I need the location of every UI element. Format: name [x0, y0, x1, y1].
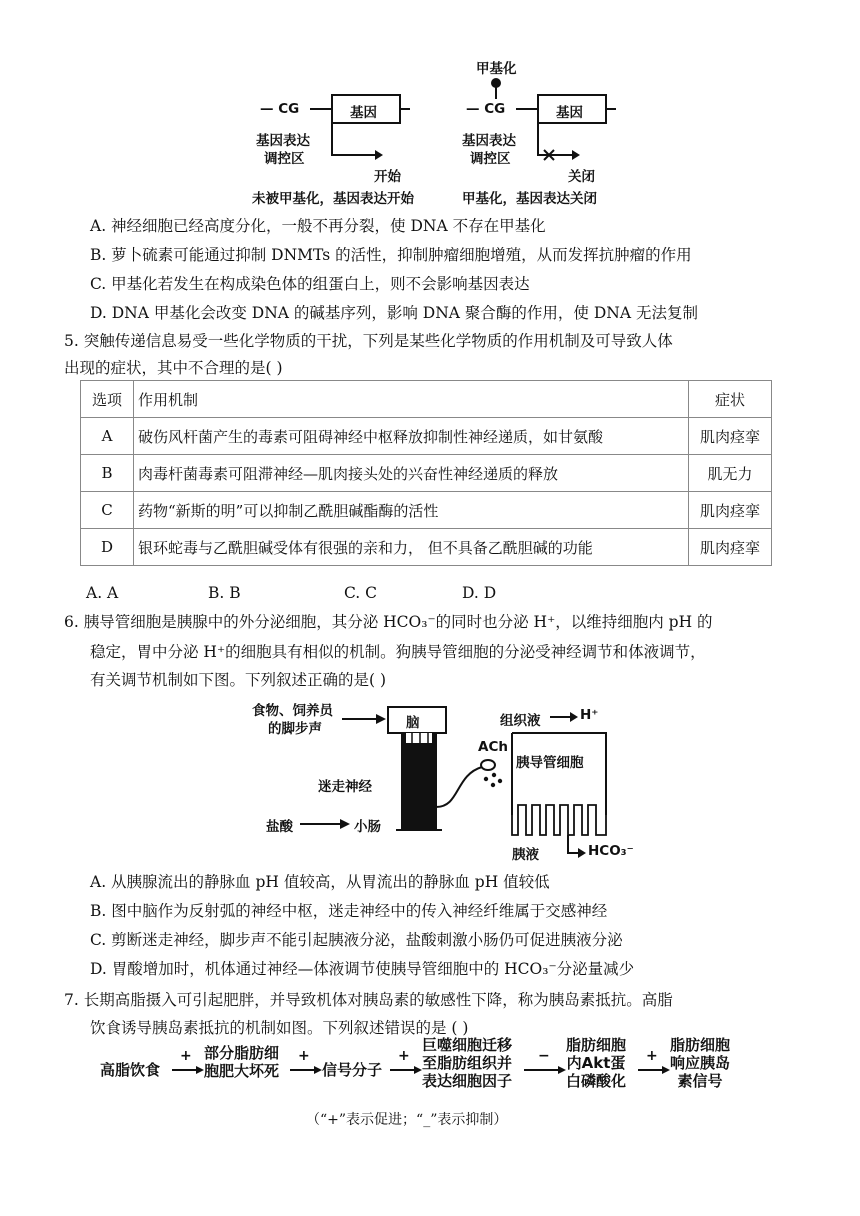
q6-stem-line2: 稳定，胃中分泌 H⁺的细胞具有相似的机制。狗胰导管细胞的分泌受神经调节和体液调节， [90, 643, 706, 661]
left-region-label-2: 调控区 [264, 151, 305, 167]
left-start-label: 开始 [374, 169, 401, 185]
q6-stem-line1: 6. 胰导管细胞是胰腺中的外分泌细胞，其分泌 HCO₃⁻的同时也分泌 H⁺，以维持细胞内 pH 的 [64, 613, 713, 631]
q6-stem-line3: 有关调节机制如下图。下列叙述正确的是( ) [90, 671, 387, 689]
vagus-nerve-label: 迷走神经 [318, 779, 372, 795]
right-region-label-1: 基因表达 [462, 133, 516, 149]
right-caption: 甲基化，基因表达关闭 [462, 191, 597, 207]
pancreatic-juice-label: 胰液 [512, 847, 539, 863]
food-footstep-label-2: 的脚步声 [268, 721, 322, 737]
table-row [81, 418, 772, 455]
right-region-label-2: 调控区 [470, 151, 511, 167]
q6-option-a: A. 从胰腺流出的静脉血 pH 值较高，从胃流出的静脉血 pH 值较低 [90, 873, 550, 891]
duct-cell-label: 胰导管细胞 [516, 755, 584, 771]
table-cell: A [81, 418, 134, 455]
table-row [81, 529, 772, 566]
table-header-row [81, 381, 772, 418]
q6-option-d: D. 胃酸增加时，机体通过神经—体液调节使胰导管细胞中的 HCO₃⁻分泌量减少 [90, 960, 635, 978]
ach-label: ACh [478, 739, 508, 755]
q5-stem-line2: 出现的症状，其中不合理的是( ) [64, 359, 283, 377]
flow-node-high-fat-diet: 高脂饮食 [100, 1061, 161, 1079]
table-row [81, 492, 772, 529]
flowchart-legend-note: （“+”表示促进；“_”表示抑制） [306, 1112, 508, 1128]
table-cell: 肌无力 [689, 455, 772, 492]
q5-table [80, 380, 772, 566]
brain-label: 脑 [406, 715, 420, 731]
flow-sign-4: − [538, 1048, 550, 1064]
left-cg-label: — CG [260, 101, 300, 117]
q4-option-b: B. 萝卜硫素可能通过抑制 DNMTs 的活性，抑制肿瘤细胞增殖，从而发挥抗肿瘤的作用 [90, 246, 692, 264]
q4-option-c: C. 甲基化若发生在构成染色体的组蛋白上，则不会影响基因表达 [90, 275, 530, 293]
q5-answer-b: B. B [208, 584, 241, 602]
left-gene-label: 基因 [350, 105, 377, 121]
q5-answer-d: D. D [462, 584, 497, 602]
tissue-fluid-label: 组织液 [500, 713, 541, 729]
methyl-label: 甲基化 [476, 61, 517, 77]
table-header-cell: 症状 [689, 381, 772, 418]
hco3-label: HCO₃⁻ [588, 843, 634, 859]
h-ion-label: H⁺ [580, 707, 599, 723]
q7-stem-line1: 7. 长期高脂摄入可引起肥胖，并导致机体对胰岛素的敏感性下降，称为胰岛素抵抗。高脂 [64, 991, 673, 1009]
q6-option-b: B. 图中脑作为反射弧的神经中枢，迷走神经中的传入神经纤维属于交感神经 [90, 902, 608, 920]
table-cell: B [81, 455, 134, 492]
small-intestine-label: 小肠 [354, 819, 381, 835]
table-cell: 破伤风杆菌产生的毒素可阻碍神经中枢释放抑制性神经递质，如甘氨酸 [134, 418, 689, 455]
table-row [81, 455, 772, 492]
right-close-label: 关闭 [568, 169, 595, 185]
right-gene-label: 基因 [556, 105, 583, 121]
hydrochloric-acid-label: 盐酸 [266, 819, 293, 835]
methylation-figure [250, 55, 630, 205]
flow-sign-5: + [646, 1048, 658, 1064]
flowchart-arrows [100, 1040, 740, 1110]
food-footstep-label-1: 食物、饲养员 [252, 703, 333, 719]
left-caption: 未被甲基化，基因表达开始 [252, 191, 414, 207]
q7-stem-line2: 饮食诱导胰岛素抵抗的机制如图。下列叙述错误的是 ( ) [90, 1019, 469, 1037]
insulin-resistance-flowchart [100, 1036, 740, 1110]
table-cell: 肌肉痉挛 [689, 492, 772, 529]
table-header-cell: 选项 [81, 381, 134, 418]
q4-option-a: A. 神经细胞已经高度分化，一般不再分裂，使 DNA 不存在甲基化 [90, 217, 546, 235]
pancreas-figure [250, 695, 634, 865]
table-cell: 肉毒杆菌毒素可阻滞神经—肌肉接头处的兴奋性神经递质的释放 [134, 455, 689, 492]
flow-sign-3: + [398, 1048, 410, 1064]
table-cell: 药物“新斯的明”可以抑制乙酰胆碱酯酶的活性 [134, 492, 689, 529]
right-cg-label: — CG [466, 101, 506, 117]
q6-option-c: C. 剪断迷走神经，脚步声不能引起胰液分泌，盐酸刺激小肠仍可促进胰液分泌 [90, 931, 623, 949]
table-header-cell: 作用机制 [134, 381, 689, 418]
q4-option-d: D. DNA 甲基化会改变 DNA 的碱基序列，影响 DNA 聚合酶的作用，使 DNA 无法复制 [90, 304, 698, 322]
q5-answer-c: C. C [344, 584, 378, 602]
q5-answer-a: A. A [86, 584, 119, 602]
flow-node-akt-phosphorylation: 脂肪细胞 内Akt蛋 白磷酸化 [566, 1036, 627, 1090]
flow-node-adipocyte-necrosis: 部分脂肪细 胞肥大坏死 [204, 1044, 280, 1080]
table-cell: 肌肉痉挛 [689, 418, 772, 455]
q5-stem-line1: 5. 突触传递信息易受一些化学物质的干扰，下列是某些化学物质的作用机制及可导致人体 [64, 332, 673, 350]
flow-node-signal-molecule: 信号分子 [322, 1061, 383, 1079]
flow-sign-1: + [180, 1048, 192, 1064]
table-cell: 肌肉痉挛 [689, 529, 772, 566]
left-region-label-1: 基因表达 [256, 133, 310, 149]
table-cell: 银环蛇毒与乙酰胆碱受体有很强的亲和力， 但不具备乙酰胆碱的功能 [134, 529, 689, 566]
flow-node-insulin-response: 脂肪细胞 响应胰岛 素信号 [670, 1036, 731, 1090]
table-cell: C [81, 492, 134, 529]
flow-sign-2: + [298, 1048, 310, 1064]
table-cell: D [81, 529, 134, 566]
flow-node-macrophage: 巨噬细胞迁移 至脂肪组织并 表达细胞因子 [422, 1036, 513, 1090]
